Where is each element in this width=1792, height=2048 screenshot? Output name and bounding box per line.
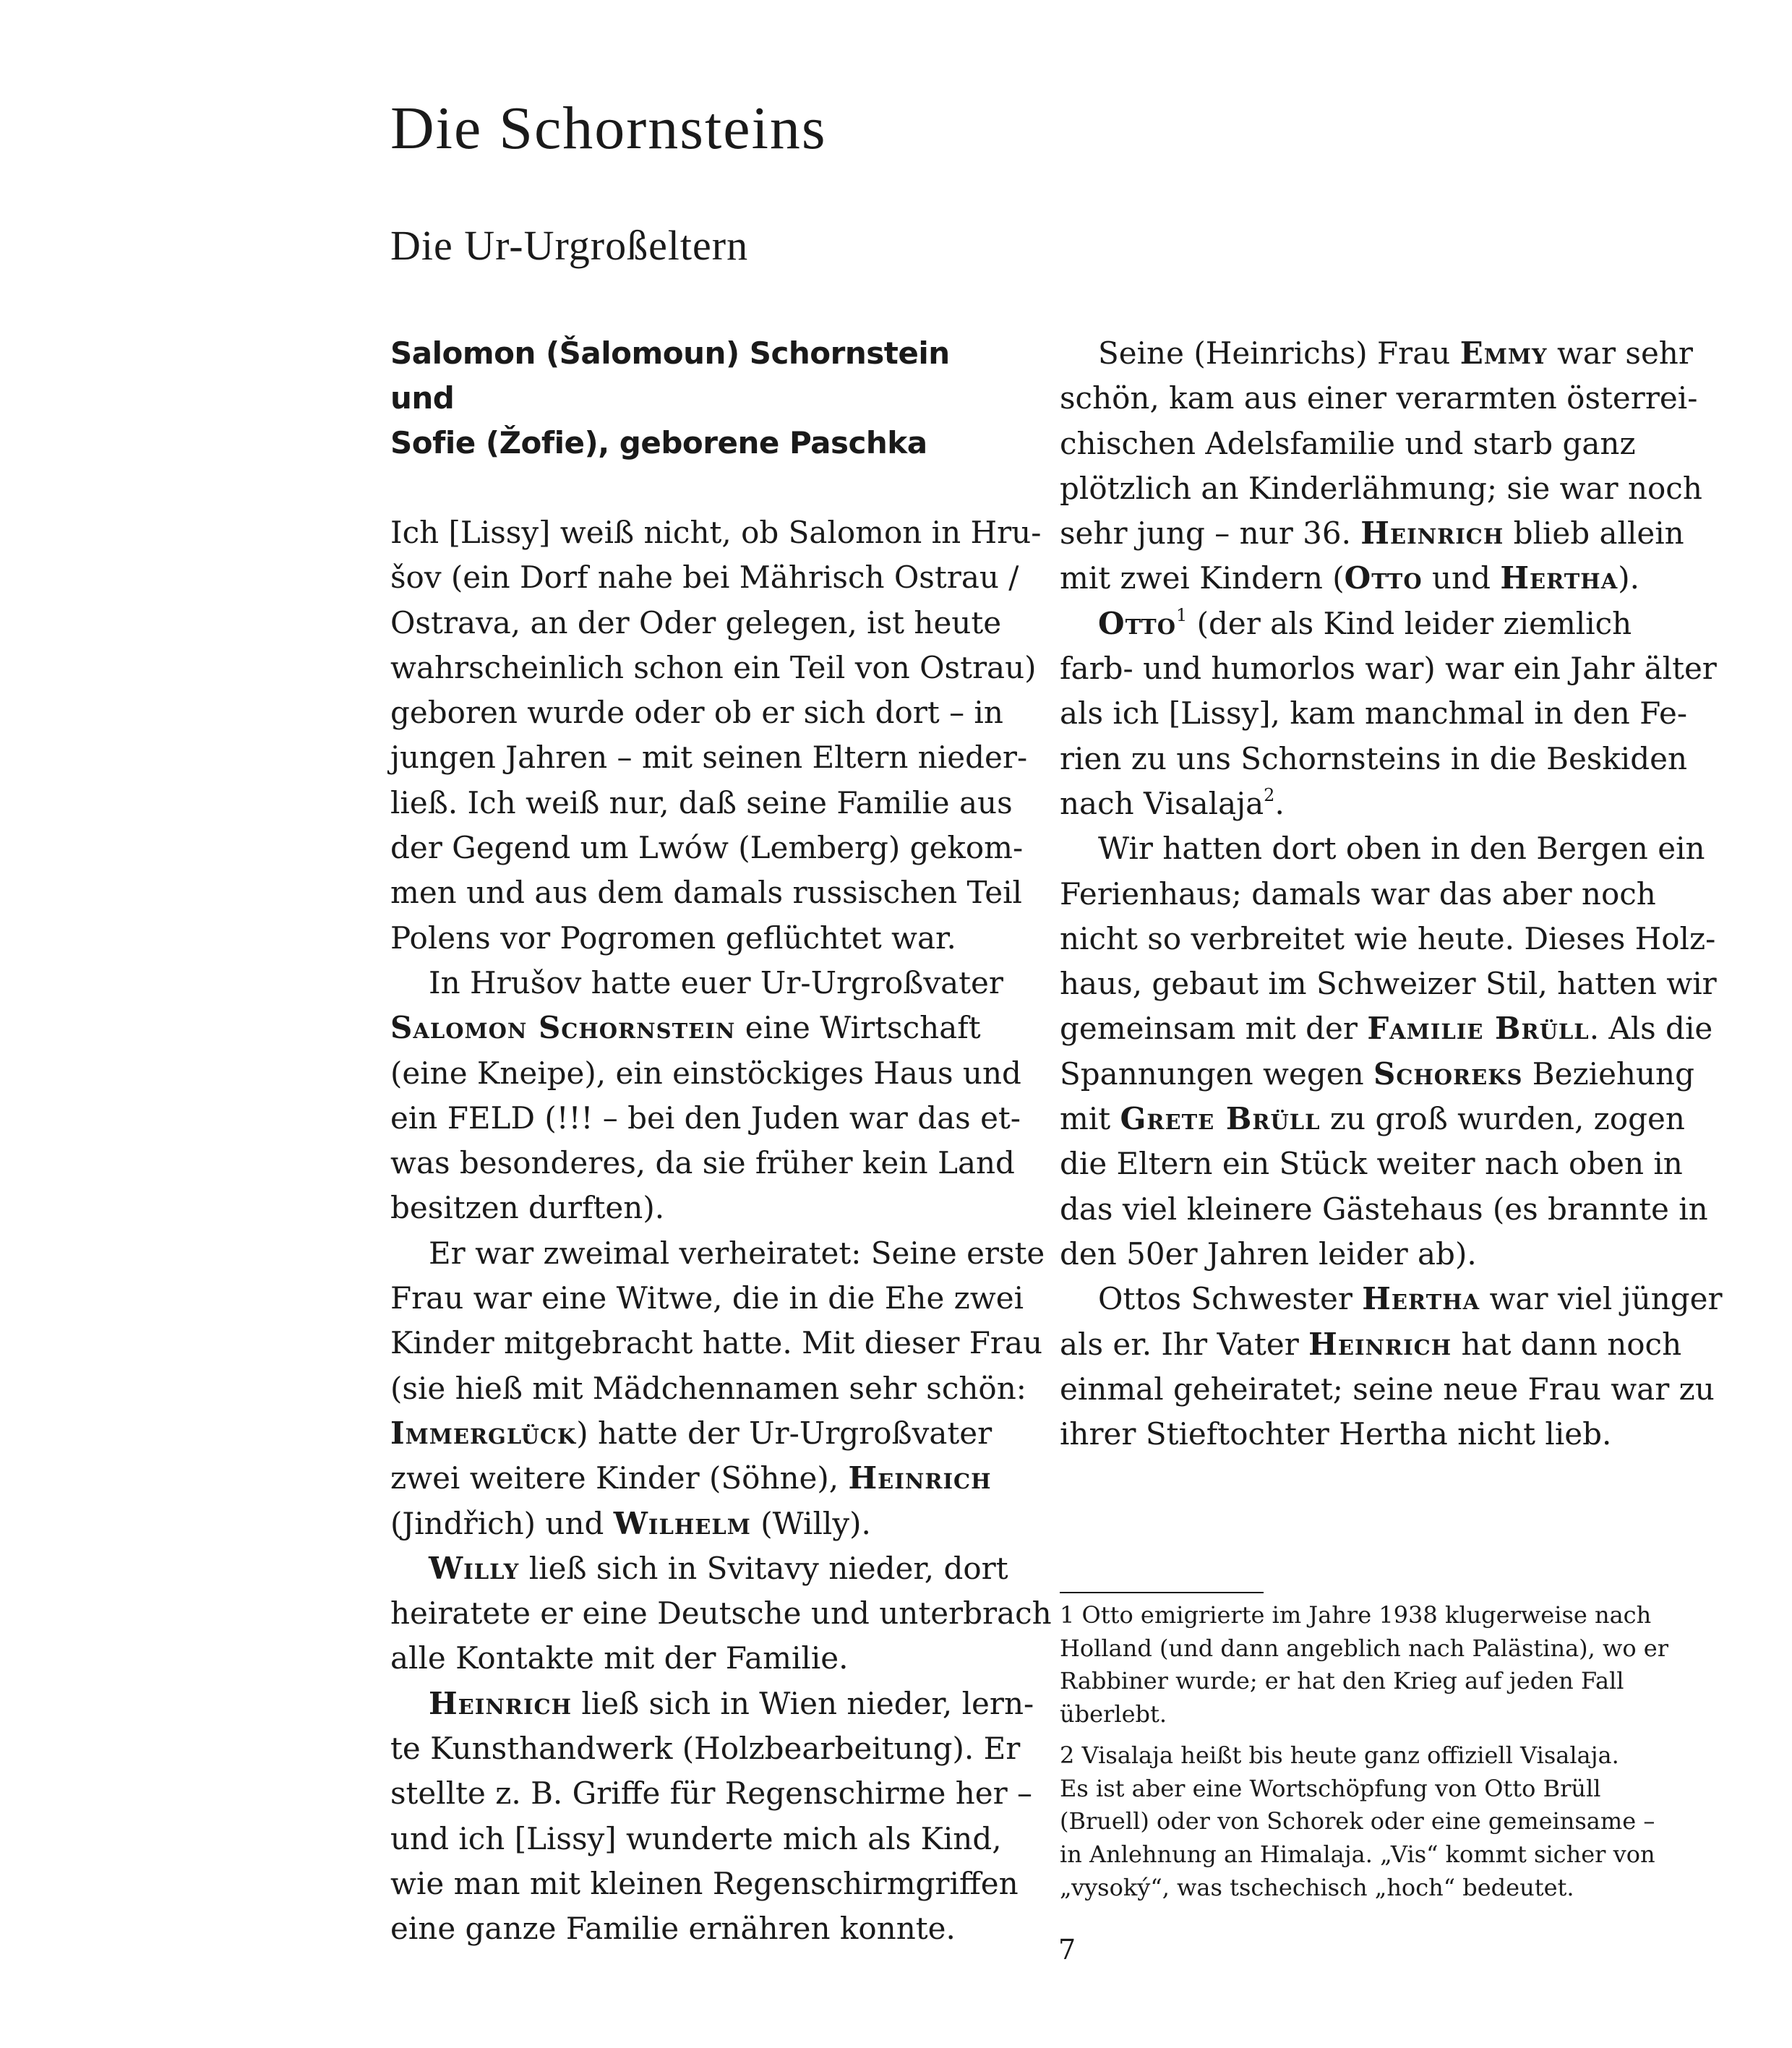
- paragraph: Willy ließ sich in Svitavy nieder, dort heiratete er eine Deutsche und unterbrach alle Kontakte mit der Familie.: [390, 1550, 1052, 1676]
- person-name: Heinrich: [1360, 515, 1504, 552]
- person-name: Emmy: [1459, 335, 1548, 371]
- person-name: Hertha: [1362, 1281, 1480, 1317]
- paragraph: In Hrušov hatte euer Ur-Urgroßvater Salomon Schornstein eine Wirtschaft (eine Kneipe), ein einstöckiges Haus und ein FELD (!!! – bei den Juden war das et- was besonderes, da sie früher kein Land besitzen durften).: [390, 964, 1021, 1226]
- person-name: Immerglück: [390, 1415, 577, 1451]
- subsection-title: Salomon (Šalomoun) Schornstein und Sofie (Žofie), geborene Paschka: [390, 335, 950, 460]
- person-name: Grete Brüll: [1120, 1101, 1321, 1137]
- person-name: Willy: [429, 1550, 520, 1586]
- section-title: Die Ur-Urgroßeltern: [390, 222, 749, 269]
- paragraph: Ich [Lissy] weiß nicht, ob Salomon in Hru- šov (ein Dorf nahe bei Mährisch Ostrau / Ostrava, an der Oder gelegen, ist heute wahrscheinlich schon ein Teil von Ostrau) geboren wurde oder ob er sich dort – in jungen Jahren – mit seinen Eltern nieder- ließ. Ich weiß nur, daß seine Familie aus der Gegend um Lwów (Lemberg) gekom- men und aus dem damals russischen Teil Polens vor Pogromen geflüchtet war.: [390, 515, 1042, 956]
- person-name: Otto: [1344, 560, 1423, 596]
- right-column: [1060, 331, 1723, 1457]
- footnote-2: 2 Visalaja heißt bis heute ganz offiziell Visalaja. Es ist aber eine Wortschöpfung von Otto Brüll (Bruell) oder von Schorek oder eine gemeinsame – in Anlehnung an Himalaja. „Vis“ kommt sicher von „vysoký“, was tschechisch „hoch“ bedeutet.: [1060, 1741, 1655, 1901]
- paragraph: Seine (Heinrichs) Frau Emmy war sehr schön, kam aus einer verarmten österrei- chischen Adelsfamilie und starb ganz plötzlich an Kinderlähmung; sie war noch sehr jung – nur 36. Heinrich blieb allein mit zwei Kindern (Otto und Hertha).: [1060, 335, 1702, 596]
- footnote-divider: [1060, 1592, 1264, 1593]
- paragraph: Ottos Schwester Hertha war viel jünger als er. Ihr Vater Heinrich hat dann noch einmal geheiratet; seine neue Frau war zu ihrer Stieftochter Hertha nicht lieb.: [1060, 1281, 1723, 1452]
- person-name: Heinrich: [848, 1460, 992, 1496]
- paragraph: Heinrich ließ sich in Wien nieder, lern- te Kunsthandwerk (Holzbearbeitung). Er stellte z. B. Griffe für Regenschirme her – und ich [Lissy] wunderte mich als Kind, wie man mit kleinen Regenschirmgriffen eine ganze Familie ernähren konnte.: [390, 1685, 1034, 1947]
- person-name: Hertha: [1500, 560, 1619, 596]
- paragraph: Er war zweimal verheiratet: Seine erste Frau war eine Witwe, die in die Ehe zwei Kinder mitgebracht hatte. Mit dieser Frau (sie hieß mit Mädchennamen sehr schön: Immerglück) hatte der Ur-Urgroßvater zwei weitere Kinder (Söhne), Heinrich (Jindřich) und Wilhelm (Willy).: [390, 1235, 1045, 1541]
- footnotes: [1060, 1599, 1710, 1912]
- person-name: Familie Brüll: [1367, 1011, 1590, 1047]
- person-name: Schoreks: [1373, 1055, 1523, 1092]
- page-number: 7: [1058, 1934, 1076, 1966]
- person-name: Wilhelm: [613, 1505, 751, 1541]
- footnote-ref[interactable]: 2: [1264, 784, 1275, 805]
- person-name: Salomon Schornstein: [390, 1010, 736, 1046]
- footnote-1: 1 Otto emigrierte im Jahre 1938 klugerweise nach Holland (und dann angeblich nach Palästina), wo er Rabbiner wurde; er hat den Krieg auf jeden Fall überlebt.: [1060, 1601, 1669, 1728]
- footnote-ref[interactable]: 1: [1175, 604, 1188, 625]
- chapter-title: Die Schornsteins: [390, 95, 827, 162]
- person-name: Heinrich: [1308, 1326, 1452, 1362]
- paragraph: Wir hatten dort oben in den Bergen ein Ferienhaus; damals war das aber noch nicht so verbreitet wie heute. Dieses Holz- haus, gebaut im Schweizer Stil, hatten wir gemeinsam mit der Familie Brüll. Als die Spannungen wegen Schoreks Beziehung mit Grete Brüll zu groß wurden, zogen die Eltern ein Stück weiter nach oben in das viel kleinere Gästehaus (es brannte in den 50er Jahren leider ab).: [1060, 831, 1717, 1272]
- paragraph: Otto$^1$ (der als Kind leider ziemlich farb- und humorlos war) war ein Jahr älter als ich [Lissy], kam manchmal in den Fe- rien zu uns Schornsteins in die Beskiden nach Visalaja$^2$.: [1060, 604, 1717, 821]
- person-name: Otto: [1098, 605, 1176, 641]
- left-column: [390, 331, 1052, 1952]
- person-name: Heinrich: [429, 1685, 573, 1721]
